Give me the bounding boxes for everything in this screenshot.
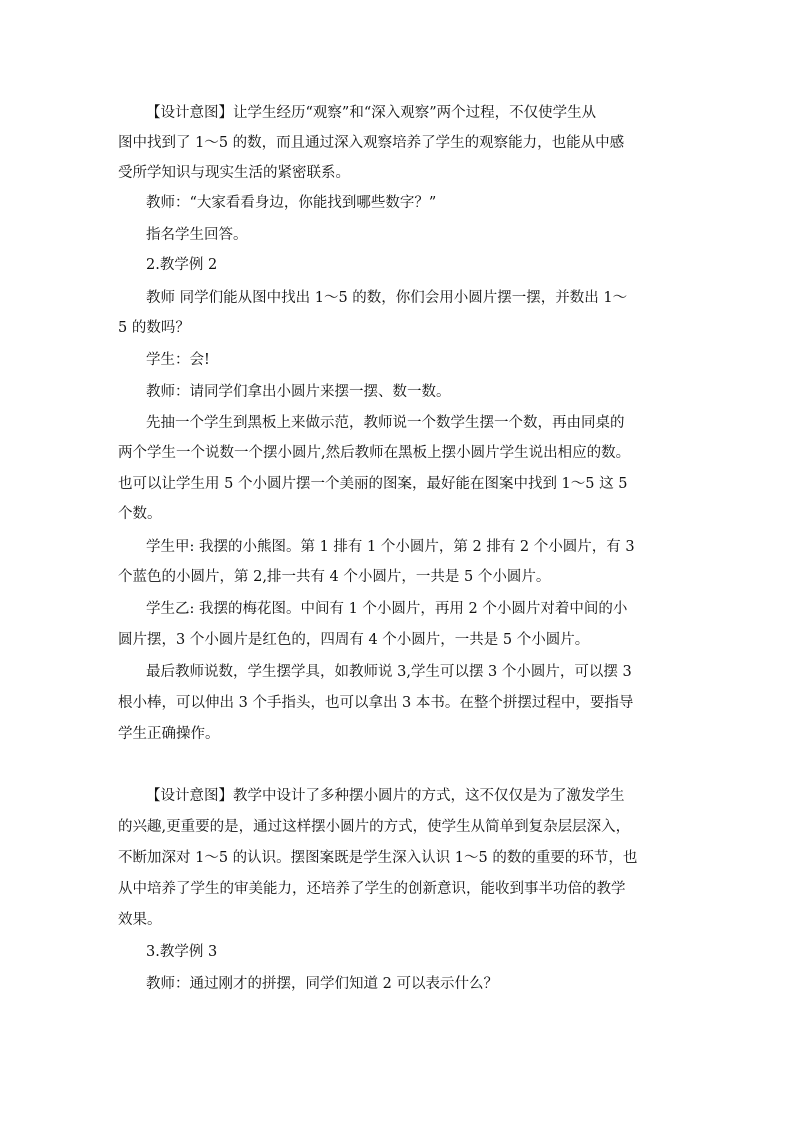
activity-paragraph-line: 先抽一个学生到黑板上来做示范，教师说一个数学生摆一个数，再由同桌的 — [146, 415, 625, 431]
design-intent-paragraph-2-line: 效果。 — [118, 912, 162, 928]
student-a-line: 学生甲: 我摆的小熊图。第 1 排有 1 个小圆片，第 2 排有 2 个小圆片，有 3 — [146, 539, 635, 555]
closing-activity-line: 学生正确操作。 — [118, 726, 220, 742]
teacher-dialogue-line: 5 的数吗？ — [118, 320, 190, 336]
design-intent-paragraph-2-line: 不断加深对 1～5 的认识。摆图案既是学生深入认识 1～5 的数的重要的环节，也 — [118, 850, 638, 866]
instruction-line: 指名学生回答。 — [146, 227, 248, 243]
teacher-dialogue-line: 教师：“大家看看身边，你能找到哪些数字？” — [146, 195, 437, 211]
section-heading-example-2: 2.教学例 2 — [146, 257, 218, 273]
activity-paragraph-line: 个数。 — [118, 506, 162, 522]
activity-paragraph-line: 两个学生一个说数一个摆小圆片,然后教师在黑板上摆小圆片学生说出相应的数。 — [118, 445, 631, 461]
teacher-dialogue-line: 教师 同学们能从图中找出 1～5 的数，你们会用小圆片摆一摆，并数出 1～ — [146, 290, 628, 306]
student-a-line: 个蓝色的小圆片，第 2,排一共有 4 个小圆片，一共是 5 个小圆片。 — [118, 569, 551, 585]
teacher-dialogue-line: 教师：请同学们拿出小圆片来摆一摆、数一数。 — [146, 384, 451, 400]
design-intent-paragraph-1-line: 受所学知识与现实生活的紧密联系。 — [118, 165, 350, 181]
design-intent-paragraph-2-line: 的兴趣,更重要的是，通过这样摆小圆片的方式，使学生从简单到复杂层层深入， — [118, 819, 631, 835]
section-heading-example-3: 3.教学例 3 — [146, 944, 218, 960]
design-intent-paragraph-2-line: 从中培养了学生的审美能力，还培养了学生的创新意识，能收到事半功倍的教学 — [118, 881, 626, 897]
student-b-line: 学生乙: 我摆的梅花图。中间有 1 个小圆片，再用 2 个小圆片对着中间的小 — [146, 601, 628, 617]
closing-activity-line: 根小棒，可以伸出 3 个手指头，也可以拿出 3 本书。在整个拼摆过程中，要指导 — [118, 695, 634, 711]
student-dialogue-line: 学生：会! — [146, 352, 210, 368]
design-intent-paragraph-1-line: 【设计意图】让学生经历“观察”和“深入观察”两个过程，不仅使学生从 — [146, 105, 597, 121]
student-b-line: 圆片摆，3 个小圆片是红色的，四周有 4 个小圆片，一共是 5 个小圆片。 — [118, 632, 590, 648]
teacher-dialogue-line: 教师：通过刚才的拼摆，同学们知道 2 可以表示什么？ — [146, 976, 498, 992]
design-intent-paragraph-2-line: 【设计意图】教学中设计了多种摆小圆片的方式，这不仅仅是为了激发学生 — [146, 788, 625, 804]
design-intent-paragraph-1-line: 图中找到了 1～5 的数，而且通过深入观察培养了学生的观察能力，也能从中感 — [118, 135, 625, 151]
activity-paragraph-line: 也可以让学生用 5 个小圆片摆一个美丽的图案，最好能在图案中找到 1～5 这 5 — [118, 476, 628, 492]
closing-activity-line: 最后教师说数，学生摆学具，如教师说 3,学生可以摆 3 个小圆片，可以摆 3 — [146, 664, 632, 680]
